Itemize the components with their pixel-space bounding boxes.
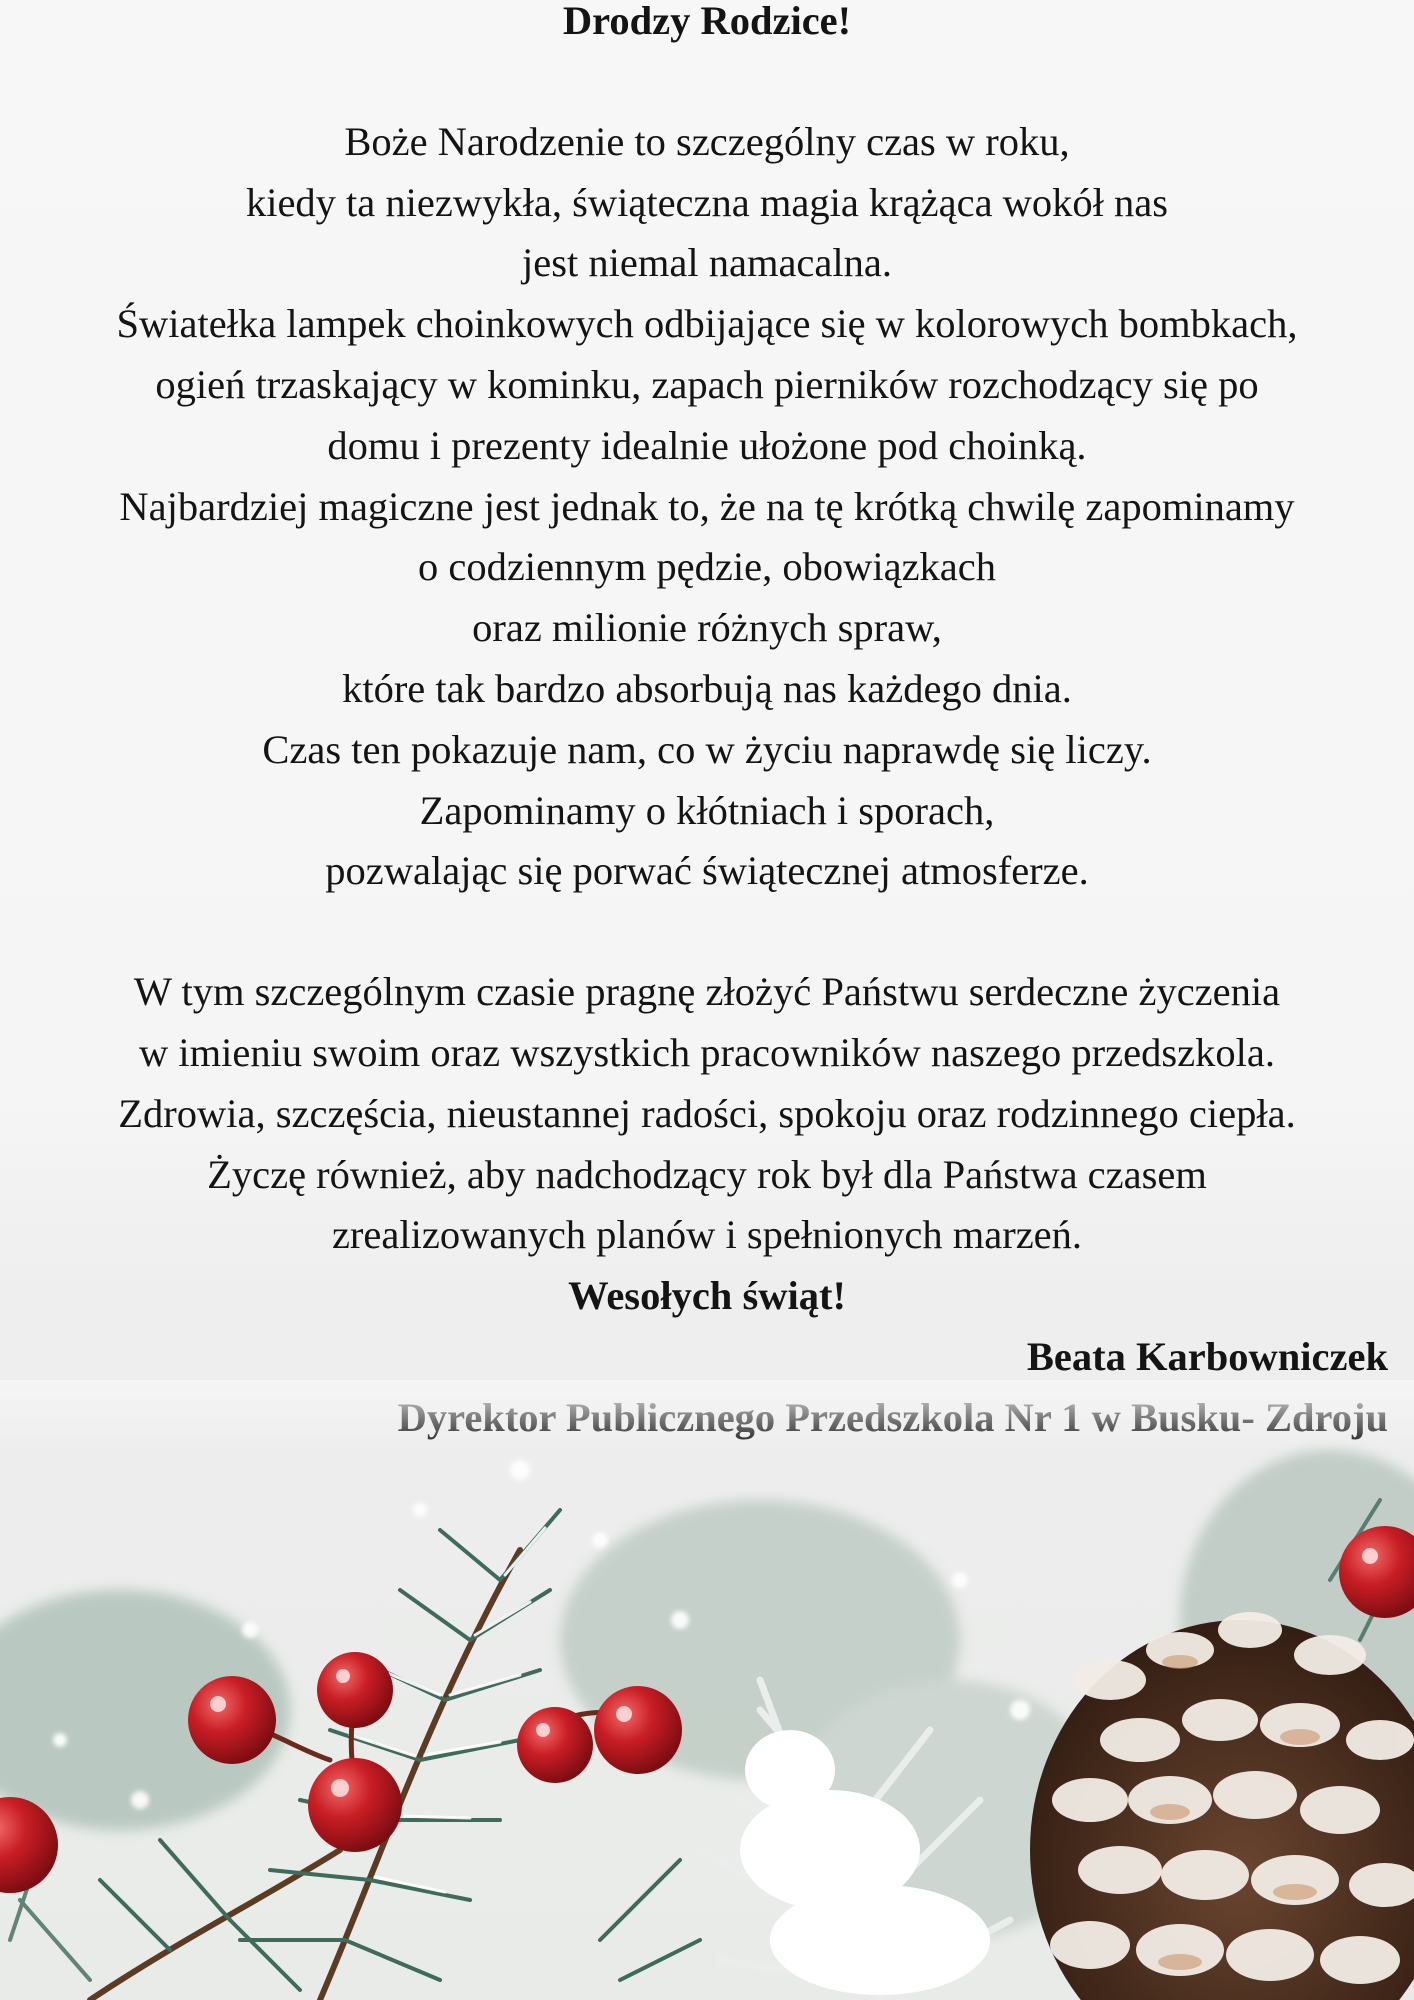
paragraph1-line: domu i prezenty idealnie ułożone pod choinką. <box>327 422 1087 468</box>
paragraph2-line: zrealizowanych planów i spełnionych marzeń. <box>331 1212 1083 1258</box>
paragraph1-line: Światełka lampek choinkowych odbijające się w kolorowych bombkach, <box>116 301 1298 347</box>
paragraph-spacer <box>0 902 1414 962</box>
paragraph1-line: Zapominamy o kłótniach i sporach, <box>419 787 995 833</box>
christmas-decoration-image <box>0 1380 1414 2000</box>
paragraph1-line: ogień trzaskający w kominku, zapach pierników rozchodzący się po <box>155 361 1259 407</box>
paragraph2-line: Życzę również, aby nadchodzący rok był dla Państwa czasem <box>207 1151 1207 1197</box>
paragraph1-line: które tak bardzo absorbują nas każdego dnia. <box>342 665 1072 711</box>
paragraph2-line: W tym szczególnym czasie pragnę złożyć Państwu serdeczne życzenia <box>133 969 1281 1015</box>
paragraph2-line: Zdrowia, szczęścia, nieustannej radości, spokoju oraz rodzinnego ciepła. <box>118 1090 1296 1136</box>
signature-name: Beata Karbowniczek <box>1026 1333 1388 1379</box>
paragraph1-line: oraz milionie różnych spraw, <box>472 605 942 651</box>
top-fade-overlay <box>0 1380 1414 1450</box>
paragraph1-line: jest niemal namacalna. <box>522 240 892 286</box>
paragraph1-line: Boże Narodzenie to szczególny czas w roku, <box>344 118 1070 164</box>
paragraph1-line: o codziennym pędzie, obowiązkach <box>417 544 996 590</box>
letter-greeting: Drodzy Rodzice! <box>562 0 852 43</box>
pine-cone-right <box>1030 1612 1414 2000</box>
paragraph1-line: pozwalając się porwać świątecznej atmosferze. <box>325 848 1089 894</box>
closing-wishes: Wesołych świąt! <box>568 1273 846 1319</box>
paragraph1-line: Czas ten pokazuje nam, co w życiu naprawdę się liczy. <box>262 726 1152 772</box>
paragraph-spacer <box>0 52 1414 112</box>
paragraph1-line: Najbardziej magiczne jest jednak to, że na tę krótką chwilę zapominamy <box>119 483 1295 529</box>
paragraph2-line: w imieniu swoim oraz wszystkich pracowników naszego przedszkola. <box>139 1029 1275 1075</box>
paragraph1-line: kiedy ta niezwykła, świąteczna magia krążąca wokół nas <box>245 179 1169 225</box>
